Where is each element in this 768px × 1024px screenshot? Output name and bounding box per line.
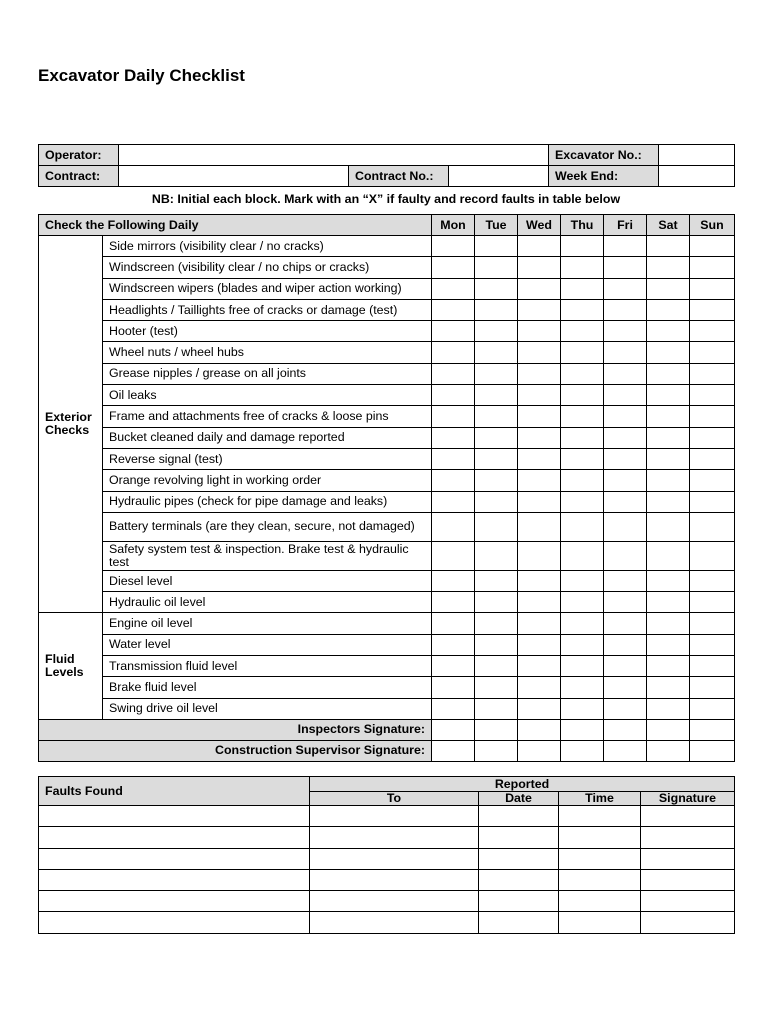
check-cell-thu[interactable] bbox=[561, 236, 604, 257]
check-cell-mon[interactable] bbox=[432, 613, 475, 634]
check-cell-sun[interactable] bbox=[690, 363, 735, 384]
check-cell-wed[interactable] bbox=[518, 656, 561, 677]
reported-date-cell[interactable] bbox=[479, 869, 559, 890]
check-cell-wed[interactable] bbox=[518, 512, 561, 541]
check-cell-thu[interactable] bbox=[561, 257, 604, 278]
check-cell-sun[interactable] bbox=[690, 385, 735, 406]
check-cell-thu[interactable] bbox=[561, 491, 604, 512]
check-cell-mon[interactable] bbox=[432, 491, 475, 512]
reported-signature-cell[interactable] bbox=[641, 869, 735, 890]
checklist-item-label: Frame and attachments free of cracks & loose pins bbox=[103, 406, 432, 427]
check-cell-tue[interactable] bbox=[475, 698, 518, 719]
checklist-row bbox=[39, 363, 735, 384]
day-header-wed: Wed bbox=[518, 215, 561, 236]
checklist-item-label: Reverse signal (test) bbox=[103, 448, 432, 469]
check-cell-sun[interactable] bbox=[690, 512, 735, 541]
check-cell-tue[interactable] bbox=[475, 570, 518, 591]
reported-date-cell[interactable] bbox=[479, 891, 559, 912]
inspector-signature-cell-sat[interactable] bbox=[647, 719, 690, 740]
fluid-levels-group-label: Fluid Levels bbox=[39, 613, 103, 719]
check-cell-sat[interactable] bbox=[647, 592, 690, 613]
checklist-item-label: Orange revolving light in working order bbox=[103, 470, 432, 491]
reported-time-cell[interactable] bbox=[559, 848, 641, 869]
checklist-row bbox=[39, 299, 735, 320]
checklist-header: Check the Following Daily bbox=[39, 215, 432, 236]
excavator-no-label: Excavator No.: bbox=[549, 145, 659, 166]
time-header: Time bbox=[559, 792, 641, 806]
check-cell-sat[interactable] bbox=[647, 448, 690, 469]
fault-row bbox=[39, 912, 735, 933]
check-cell-thu[interactable] bbox=[561, 677, 604, 698]
check-cell-wed[interactable] bbox=[518, 427, 561, 448]
check-cell-wed[interactable] bbox=[518, 634, 561, 655]
check-cell-wed[interactable] bbox=[518, 448, 561, 469]
check-cell-sat[interactable] bbox=[647, 541, 690, 570]
check-cell-sun[interactable] bbox=[690, 299, 735, 320]
inspector-signature-cell-sun[interactable] bbox=[690, 719, 735, 740]
check-cell-sat[interactable] bbox=[647, 512, 690, 541]
supervisor-signature-label: Construction Supervisor Signature: bbox=[39, 740, 432, 761]
reported-to-cell[interactable] bbox=[310, 869, 479, 890]
reported-to-cell[interactable] bbox=[310, 827, 479, 848]
check-cell-wed[interactable] bbox=[518, 613, 561, 634]
check-cell-thu[interactable] bbox=[561, 363, 604, 384]
check-cell-fri[interactable] bbox=[604, 385, 647, 406]
checklist-row bbox=[39, 427, 735, 448]
inspector-signature-cell-tue[interactable] bbox=[475, 719, 518, 740]
check-cell-mon[interactable] bbox=[432, 634, 475, 655]
check-cell-fri[interactable] bbox=[604, 470, 647, 491]
day-header-sun: Sun bbox=[690, 215, 735, 236]
check-cell-sat[interactable] bbox=[647, 470, 690, 491]
check-cell-fri[interactable] bbox=[604, 448, 647, 469]
checklist-item-label: Hydraulic pipes (check for pipe damage and leaks) bbox=[103, 491, 432, 512]
check-cell-sat[interactable] bbox=[647, 363, 690, 384]
check-cell-sun[interactable] bbox=[690, 541, 735, 570]
checklist-item-label: Hydraulic oil level bbox=[103, 592, 432, 613]
contract-no-field[interactable] bbox=[449, 166, 549, 187]
check-cell-fri[interactable] bbox=[604, 634, 647, 655]
check-cell-sat[interactable] bbox=[647, 677, 690, 698]
day-header-thu: Thu bbox=[561, 215, 604, 236]
checklist-item-label: Diesel level bbox=[103, 570, 432, 591]
check-cell-sat[interactable] bbox=[647, 236, 690, 257]
check-cell-thu[interactable] bbox=[561, 613, 604, 634]
to-header: To bbox=[310, 792, 479, 806]
check-cell-fri[interactable] bbox=[604, 698, 647, 719]
checklist-item-label: Windscreen wipers (blades and wiper action working) bbox=[103, 278, 432, 299]
checklist-item-label: Headlights / Taillights free of cracks or damage (test) bbox=[103, 299, 432, 320]
check-cell-sun[interactable] bbox=[690, 592, 735, 613]
check-cell-fri[interactable] bbox=[604, 363, 647, 384]
fault-description-cell[interactable] bbox=[39, 806, 310, 827]
date-header: Date bbox=[479, 792, 559, 806]
check-cell-wed[interactable] bbox=[518, 541, 561, 570]
checklist-row bbox=[39, 278, 735, 299]
reported-time-cell[interactable] bbox=[559, 891, 641, 912]
contract-label: Contract: bbox=[39, 166, 119, 187]
check-cell-thu[interactable] bbox=[561, 634, 604, 655]
check-cell-sun[interactable] bbox=[690, 236, 735, 257]
reported-to-cell[interactable] bbox=[310, 806, 479, 827]
check-cell-fri[interactable] bbox=[604, 656, 647, 677]
check-cell-wed[interactable] bbox=[518, 363, 561, 384]
checklist-row bbox=[39, 634, 735, 655]
inspector-signature-cell-fri[interactable] bbox=[604, 719, 647, 740]
check-cell-mon[interactable] bbox=[432, 677, 475, 698]
check-cell-thu[interactable] bbox=[561, 570, 604, 591]
contract-field[interactable] bbox=[119, 166, 349, 187]
checklist-row bbox=[39, 406, 735, 427]
check-cell-mon[interactable] bbox=[432, 278, 475, 299]
check-cell-fri[interactable] bbox=[604, 592, 647, 613]
check-cell-thu[interactable] bbox=[561, 448, 604, 469]
check-cell-thu[interactable] bbox=[561, 698, 604, 719]
week-end-field[interactable] bbox=[659, 166, 735, 187]
reported-date-cell[interactable] bbox=[479, 848, 559, 869]
check-cell-sun[interactable] bbox=[690, 613, 735, 634]
reported-header: Reported bbox=[310, 777, 735, 792]
reported-time-cell[interactable] bbox=[559, 869, 641, 890]
check-cell-thu[interactable] bbox=[561, 321, 604, 342]
check-cell-tue[interactable] bbox=[475, 470, 518, 491]
fault-description-cell[interactable] bbox=[39, 848, 310, 869]
checklist-item-label: Transmission fluid level bbox=[103, 656, 432, 677]
checklist-item-label: Swing drive oil level bbox=[103, 698, 432, 719]
check-cell-fri[interactable] bbox=[604, 541, 647, 570]
check-cell-sun[interactable] bbox=[690, 491, 735, 512]
reported-date-cell[interactable] bbox=[479, 806, 559, 827]
reported-date-cell[interactable] bbox=[479, 912, 559, 933]
check-cell-thu[interactable] bbox=[561, 406, 604, 427]
check-cell-wed[interactable] bbox=[518, 491, 561, 512]
check-cell-tue[interactable] bbox=[475, 257, 518, 278]
fault-row bbox=[39, 806, 735, 827]
exterior-checks-group-label: Exterior Checks bbox=[39, 236, 103, 613]
check-cell-sat[interactable] bbox=[647, 491, 690, 512]
faults-found-header: Faults Found bbox=[39, 777, 310, 806]
check-cell-tue[interactable] bbox=[475, 363, 518, 384]
checklist-item-label: Wheel nuts / wheel hubs bbox=[103, 342, 432, 363]
check-cell-tue[interactable] bbox=[475, 677, 518, 698]
checklist-item-label: Oil leaks bbox=[103, 385, 432, 406]
check-cell-mon[interactable] bbox=[432, 656, 475, 677]
check-cell-fri[interactable] bbox=[604, 299, 647, 320]
check-cell-wed[interactable] bbox=[518, 385, 561, 406]
check-cell-mon[interactable] bbox=[432, 541, 475, 570]
day-header-tue: Tue bbox=[475, 215, 518, 236]
check-cell-wed[interactable] bbox=[518, 677, 561, 698]
supervisor-signature-cell-tue[interactable] bbox=[475, 740, 518, 761]
check-cell-thu[interactable] bbox=[561, 541, 604, 570]
check-cell-sat[interactable] bbox=[647, 278, 690, 299]
check-cell-thu[interactable] bbox=[561, 385, 604, 406]
check-cell-mon[interactable] bbox=[432, 448, 475, 469]
checklist-row bbox=[39, 512, 735, 541]
check-cell-fri[interactable] bbox=[604, 278, 647, 299]
day-header-mon: Mon bbox=[432, 215, 475, 236]
check-cell-wed[interactable] bbox=[518, 592, 561, 613]
check-cell-tue[interactable] bbox=[475, 613, 518, 634]
check-cell-sat[interactable] bbox=[647, 385, 690, 406]
checklist-row bbox=[39, 613, 735, 634]
check-cell-sun[interactable] bbox=[690, 406, 735, 427]
check-cell-fri[interactable] bbox=[604, 570, 647, 591]
check-cell-sun[interactable] bbox=[690, 634, 735, 655]
reported-time-cell[interactable] bbox=[559, 912, 641, 933]
check-cell-mon[interactable] bbox=[432, 299, 475, 320]
supervisor-signature-cell-fri[interactable] bbox=[604, 740, 647, 761]
checklist-item-label: Brake fluid level bbox=[103, 677, 432, 698]
reported-signature-cell[interactable] bbox=[641, 806, 735, 827]
check-cell-sat[interactable] bbox=[647, 656, 690, 677]
check-cell-tue[interactable] bbox=[475, 406, 518, 427]
checklist-row bbox=[39, 470, 735, 491]
check-cell-sun[interactable] bbox=[690, 321, 735, 342]
check-cell-sun[interactable] bbox=[690, 448, 735, 469]
check-cell-wed[interactable] bbox=[518, 470, 561, 491]
check-cell-wed[interactable] bbox=[518, 321, 561, 342]
supervisor-signature-cell-sat[interactable] bbox=[647, 740, 690, 761]
day-header-sat: Sat bbox=[647, 215, 690, 236]
inspector-signature-cell-wed[interactable] bbox=[518, 719, 561, 740]
checklist-item-label: Water level bbox=[103, 634, 432, 655]
check-cell-mon[interactable] bbox=[432, 512, 475, 541]
check-cell-fri[interactable] bbox=[604, 512, 647, 541]
check-cell-fri[interactable] bbox=[604, 491, 647, 512]
header-info-table bbox=[38, 144, 735, 187]
check-cell-sat[interactable] bbox=[647, 427, 690, 448]
check-cell-sun[interactable] bbox=[690, 470, 735, 491]
checklist-row bbox=[39, 656, 735, 677]
reported-signature-cell[interactable] bbox=[641, 912, 735, 933]
checklist-row bbox=[39, 570, 735, 591]
checklist-item-label: Engine oil level bbox=[103, 613, 432, 634]
check-cell-fri[interactable] bbox=[604, 236, 647, 257]
check-cell-tue[interactable] bbox=[475, 299, 518, 320]
check-cell-mon[interactable] bbox=[432, 385, 475, 406]
check-cell-tue[interactable] bbox=[475, 321, 518, 342]
reported-time-cell[interactable] bbox=[559, 827, 641, 848]
checklist-row bbox=[39, 257, 735, 278]
check-cell-thu[interactable] bbox=[561, 592, 604, 613]
check-cell-fri[interactable] bbox=[604, 321, 647, 342]
check-cell-fri[interactable] bbox=[604, 677, 647, 698]
check-cell-sat[interactable] bbox=[647, 570, 690, 591]
checklist-row bbox=[39, 236, 735, 257]
operator-field[interactable] bbox=[119, 145, 549, 166]
check-cell-sat[interactable] bbox=[647, 299, 690, 320]
check-cell-tue[interactable] bbox=[475, 541, 518, 570]
checklist-item-label: Windscreen (visibility clear / no chips or cracks) bbox=[103, 257, 432, 278]
check-cell-wed[interactable] bbox=[518, 570, 561, 591]
check-cell-fri[interactable] bbox=[604, 342, 647, 363]
check-cell-tue[interactable] bbox=[475, 656, 518, 677]
check-cell-mon[interactable] bbox=[432, 470, 475, 491]
check-cell-mon[interactable] bbox=[432, 698, 475, 719]
checklist-row bbox=[39, 448, 735, 469]
checklist-item-label: Hooter (test) bbox=[103, 321, 432, 342]
inspector-signature-label: Inspectors Signature: bbox=[39, 719, 432, 740]
checklist-row bbox=[39, 592, 735, 613]
fault-row bbox=[39, 891, 735, 912]
daily-checklist-table bbox=[38, 214, 735, 762]
check-cell-fri[interactable] bbox=[604, 427, 647, 448]
signature-header: Signature bbox=[641, 792, 735, 806]
check-cell-thu[interactable] bbox=[561, 278, 604, 299]
check-cell-wed[interactable] bbox=[518, 236, 561, 257]
checklist-row bbox=[39, 385, 735, 406]
checklist-row bbox=[39, 698, 735, 719]
check-cell-mon[interactable] bbox=[432, 257, 475, 278]
week-end-label: Week End: bbox=[549, 166, 659, 187]
check-cell-tue[interactable] bbox=[475, 634, 518, 655]
check-cell-tue[interactable] bbox=[475, 427, 518, 448]
check-cell-tue[interactable] bbox=[475, 342, 518, 363]
reported-to-cell[interactable] bbox=[310, 912, 479, 933]
check-cell-mon[interactable] bbox=[432, 236, 475, 257]
fault-description-cell[interactable] bbox=[39, 827, 310, 848]
supervisor-signature-cell-wed[interactable] bbox=[518, 740, 561, 761]
check-cell-tue[interactable] bbox=[475, 278, 518, 299]
check-cell-thu[interactable] bbox=[561, 427, 604, 448]
check-cell-sun[interactable] bbox=[690, 342, 735, 363]
check-cell-fri[interactable] bbox=[604, 406, 647, 427]
check-cell-mon[interactable] bbox=[432, 363, 475, 384]
supervisor-signature-cell-sun[interactable] bbox=[690, 740, 735, 761]
inspector-signature-cell-thu[interactable] bbox=[561, 719, 604, 740]
checklist-row bbox=[39, 491, 735, 512]
check-cell-sat[interactable] bbox=[647, 698, 690, 719]
operator-label: Operator: bbox=[39, 145, 119, 166]
check-cell-wed[interactable] bbox=[518, 698, 561, 719]
check-cell-sat[interactable] bbox=[647, 613, 690, 634]
fault-description-cell[interactable] bbox=[39, 912, 310, 933]
checklist-row bbox=[39, 342, 735, 363]
excavator-no-field[interactable] bbox=[659, 145, 735, 166]
check-cell-sat[interactable] bbox=[647, 321, 690, 342]
check-cell-sun[interactable] bbox=[690, 257, 735, 278]
check-cell-tue[interactable] bbox=[475, 385, 518, 406]
reported-time-cell[interactable] bbox=[559, 806, 641, 827]
checklist-item-label: Bucket cleaned daily and damage reported bbox=[103, 427, 432, 448]
checklist-item-label: Grease nipples / grease on all joints bbox=[103, 363, 432, 384]
check-cell-thu[interactable] bbox=[561, 299, 604, 320]
check-cell-sat[interactable] bbox=[647, 634, 690, 655]
reported-signature-cell[interactable] bbox=[641, 848, 735, 869]
inspector-signature-cell-mon[interactable] bbox=[432, 719, 475, 740]
check-cell-wed[interactable] bbox=[518, 257, 561, 278]
check-cell-tue[interactable] bbox=[475, 512, 518, 541]
faults-found-table bbox=[38, 776, 735, 934]
check-cell-thu[interactable] bbox=[561, 342, 604, 363]
fault-description-cell[interactable] bbox=[39, 891, 310, 912]
contract-no-label: Contract No.: bbox=[349, 166, 449, 187]
check-cell-tue[interactable] bbox=[475, 448, 518, 469]
check-cell-mon[interactable] bbox=[432, 570, 475, 591]
check-cell-sun[interactable] bbox=[690, 698, 735, 719]
reported-signature-cell[interactable] bbox=[641, 891, 735, 912]
check-cell-mon[interactable] bbox=[432, 321, 475, 342]
check-cell-wed[interactable] bbox=[518, 278, 561, 299]
check-cell-fri[interactable] bbox=[604, 613, 647, 634]
check-cell-sun[interactable] bbox=[690, 677, 735, 698]
check-cell-thu[interactable] bbox=[561, 470, 604, 491]
check-cell-tue[interactable] bbox=[475, 491, 518, 512]
checklist-item-label: Battery terminals (are they clean, secure, not damaged) bbox=[103, 512, 432, 541]
check-cell-wed[interactable] bbox=[518, 406, 561, 427]
checklist-row bbox=[39, 541, 735, 570]
check-cell-fri[interactable] bbox=[604, 257, 647, 278]
check-cell-sat[interactable] bbox=[647, 257, 690, 278]
check-cell-sat[interactable] bbox=[647, 406, 690, 427]
reported-date-cell[interactable] bbox=[479, 827, 559, 848]
check-cell-sat[interactable] bbox=[647, 342, 690, 363]
checklist-item-label: Side mirrors (visibility clear / no cracks) bbox=[103, 236, 432, 257]
check-cell-sun[interactable] bbox=[690, 278, 735, 299]
fault-row bbox=[39, 827, 735, 848]
fault-description-cell[interactable] bbox=[39, 869, 310, 890]
checklist-row bbox=[39, 321, 735, 342]
checklist-item-label: Safety system test & inspection. Brake test & hydraulic test bbox=[103, 541, 432, 570]
check-cell-thu[interactable] bbox=[561, 512, 604, 541]
reported-signature-cell[interactable] bbox=[641, 827, 735, 848]
check-cell-mon[interactable] bbox=[432, 427, 475, 448]
day-header-fri: Fri bbox=[604, 215, 647, 236]
fault-row bbox=[39, 869, 735, 890]
check-cell-sun[interactable] bbox=[690, 570, 735, 591]
check-cell-sun[interactable] bbox=[690, 656, 735, 677]
check-cell-wed[interactable] bbox=[518, 342, 561, 363]
checklist-row bbox=[39, 677, 735, 698]
check-cell-sun[interactable] bbox=[690, 427, 735, 448]
check-cell-mon[interactable] bbox=[432, 406, 475, 427]
supervisor-signature-cell-thu[interactable] bbox=[561, 740, 604, 761]
check-cell-tue[interactable] bbox=[475, 592, 518, 613]
fault-row bbox=[39, 848, 735, 869]
check-cell-wed[interactable] bbox=[518, 299, 561, 320]
supervisor-signature-cell-mon[interactable] bbox=[432, 740, 475, 761]
reported-to-cell[interactable] bbox=[310, 891, 479, 912]
check-cell-mon[interactable] bbox=[432, 592, 475, 613]
check-cell-thu[interactable] bbox=[561, 656, 604, 677]
reported-to-cell[interactable] bbox=[310, 848, 479, 869]
page-title: Excavator Daily Checklist bbox=[38, 66, 245, 85]
instructions-note: NB: Initial each block. Mark with an “X” if faulty and record faults in table below bbox=[151, 192, 621, 206]
check-cell-tue[interactable] bbox=[475, 236, 518, 257]
check-cell-mon[interactable] bbox=[432, 342, 475, 363]
